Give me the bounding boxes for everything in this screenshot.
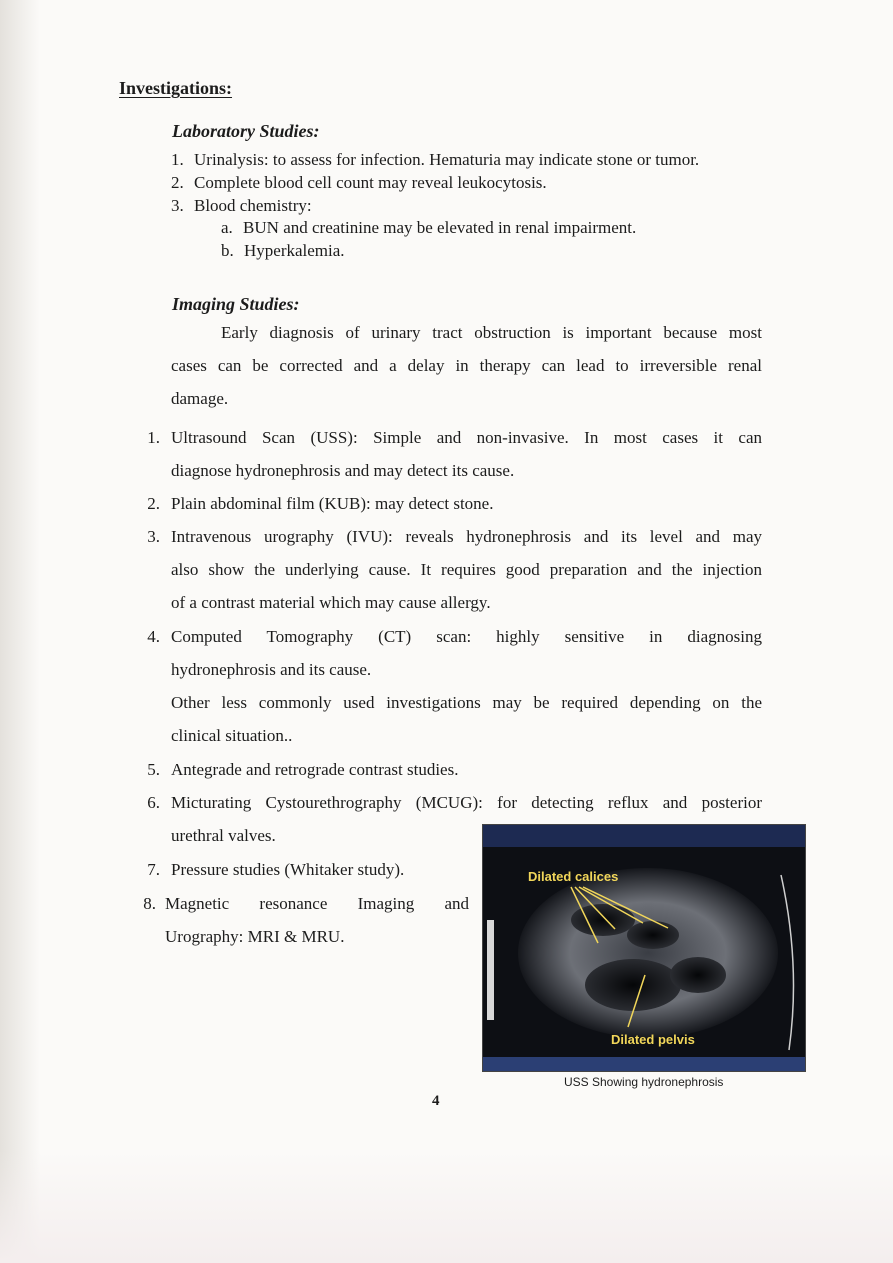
ultrasound-image — [482, 824, 806, 1072]
lab-title: Laboratory Studies: — [172, 121, 320, 141]
lab-subitem-num: b. — [221, 241, 234, 260]
pelvis-label: Dilated pelvis — [611, 1032, 695, 1047]
lab-item-num: 2. — [171, 173, 184, 192]
scan-tint — [0, 1150, 893, 1263]
lab-item-3 — [171, 196, 312, 216]
lab-item-num: 3. — [171, 196, 184, 215]
imaging-item-num: 1. — [147, 428, 160, 447]
lab-item-text: Urinalysis: to assess for infection. Hematuria may indicate stone or tumor. — [194, 150, 700, 169]
imaging-title: Imaging Studies: — [172, 294, 300, 314]
imaging-item-line: Micturating Cystourethrography (MCUG): for detecting reflux and posterior — [171, 793, 762, 812]
imaging-item-line: diagnose hydronephrosis and may detect its cause. — [171, 461, 515, 480]
imaging-item-num: 7. — [147, 860, 160, 879]
scan-shadow — [0, 0, 40, 1263]
imaging-item-line: Plain abdominal film (KUB): may detect stone. — [171, 494, 494, 513]
imaging-item-line: Antegrade and retrograde contrast studies. — [171, 760, 459, 779]
imaging-item-line: urethral valves. — [171, 826, 276, 845]
calices-label: Dilated calices — [528, 869, 619, 884]
imaging-item-num: 5. — [147, 760, 160, 779]
imaging-intro-line: damage. — [171, 389, 229, 408]
imaging-item-line: Urography: MRI & MRU. — [165, 927, 345, 946]
page-number: 4 — [432, 1093, 440, 1109]
imaging-item-line: of a contrast material which may cause allergy. — [171, 593, 491, 612]
imaging-item-line: also show the underlying cause. It requires good preparation and the injection — [171, 560, 762, 579]
lab-item-text: Blood chemistry: — [194, 196, 312, 215]
lab-subitem-text: Hyperkalemia. — [244, 241, 345, 260]
ultrasound-header-bar — [483, 825, 805, 847]
imaging-item-line: Intravenous urography (IVU): reveals hydronephrosis and its level and may — [171, 527, 762, 546]
imaging-note-line: clinical situation.. — [171, 726, 293, 745]
imaging-item-line: hydronephrosis and its cause. — [171, 660, 372, 679]
imaging-item-num: 2. — [147, 494, 160, 513]
imaging-item-num: 8. — [143, 894, 156, 913]
imaging-item-line: Computed Tomography (CT) scan: highly sensitive in diagnosing — [171, 627, 762, 646]
lab-subitem-b — [221, 241, 345, 261]
section-heading: Investigations: — [119, 78, 233, 98]
ultrasound-footer-bar — [483, 1057, 805, 1071]
lab-item-text: Complete blood cell count may reveal leukocytosis. — [194, 173, 547, 192]
imaging-item-line: Magnetic resonance Imaging and — [165, 894, 469, 913]
imaging-item-line: Pressure studies (Whitaker study). — [171, 860, 405, 879]
imaging-item-num: 4. — [147, 627, 160, 646]
lab-item-1 — [171, 150, 699, 170]
lab-subitem-a — [221, 218, 636, 238]
lab-subitem-text: BUN and creatinine may be elevated in renal impairment. — [243, 218, 637, 237]
imaging-intro-line: cases can be corrected and a delay in therapy can lead to irreversible renal — [171, 356, 762, 375]
imaging-note-line: Other less commonly used investigations may be required depending on the — [171, 693, 762, 712]
imaging-intro-line: Early diagnosis of urinary tract obstruction is important because most — [221, 323, 762, 342]
lab-subitem-num: a. — [221, 218, 233, 237]
lab-item-num: 1. — [171, 150, 184, 169]
imaging-item-num: 6. — [147, 793, 160, 812]
lab-item-2 — [171, 173, 547, 193]
imaging-item-line: Ultrasound Scan (USS): Simple and non-invasive. In most cases it can — [171, 428, 762, 447]
figure-caption: USS Showing hydronephrosis — [564, 1075, 724, 1089]
imaging-item-num: 3. — [147, 527, 160, 546]
